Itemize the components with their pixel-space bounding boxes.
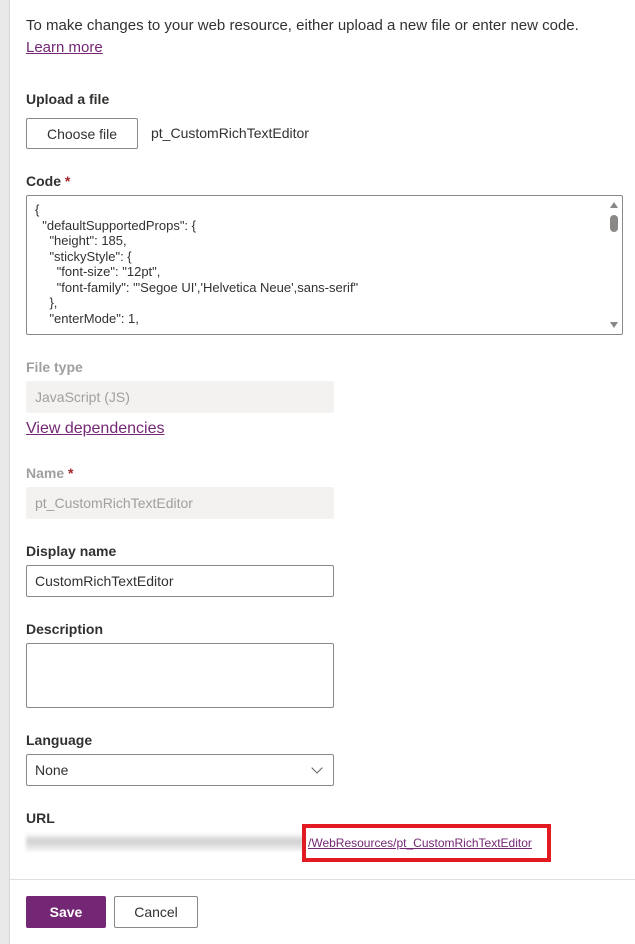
- description-input[interactable]: [26, 643, 334, 708]
- required-marker: *: [64, 173, 71, 189]
- required-marker: *: [68, 465, 74, 481]
- display-name-input[interactable]: CustomRichTextEditor: [26, 565, 334, 597]
- chevron-down-icon: [311, 762, 322, 773]
- code-label-text: Code: [26, 173, 61, 189]
- code-text: { "defaultSupportedProps": { "height": 185, "stickyStyle": { "font-size": "12pt", "font-family": "'Segoe UI','Helvetica Neue',sans-serif" }, "enterMode": 1,: [35, 202, 359, 326]
- code-label: [26, 173, 70, 189]
- view-dependencies-link[interactable]: View dependencies: [26, 420, 165, 437]
- language-label: Language: [26, 732, 93, 748]
- learn-more-link[interactable]: Learn more: [26, 39, 103, 56]
- language-select[interactable]: [26, 754, 334, 786]
- choose-file-button[interactable]: Choose file: [26, 118, 138, 149]
- scroll-up-icon[interactable]: [610, 202, 618, 208]
- url-link[interactable]: /WebResources/pt_CustomRichTextEditor: [308, 836, 532, 850]
- display-name-label: Display name: [26, 543, 117, 559]
- code-editor[interactable]: [26, 195, 623, 335]
- save-button[interactable]: Save: [26, 896, 106, 928]
- url-label: URL: [26, 810, 55, 826]
- upload-filename: pt_CustomRichTextEditor: [151, 125, 309, 141]
- file-type-label: File type: [26, 359, 83, 375]
- footer-divider: [10, 879, 635, 880]
- redacted-url-host: [26, 833, 304, 851]
- scroll-thumb[interactable]: [610, 215, 618, 232]
- language-value: None: [35, 762, 69, 778]
- code-scrollbar[interactable]: [608, 198, 620, 332]
- intro-text: [26, 15, 626, 59]
- file-type-field: JavaScript (JS): [26, 381, 334, 413]
- name-label-text: Name: [26, 465, 65, 481]
- upload-label: Upload a file: [26, 91, 110, 107]
- name-label: [26, 465, 73, 481]
- scroll-down-icon[interactable]: [610, 322, 618, 328]
- cancel-button[interactable]: Cancel: [114, 896, 198, 928]
- description-label: Description: [26, 621, 104, 637]
- highlight-box: [302, 824, 551, 862]
- intro-message: To make changes to your web resource, either upload a new file or enter new code.: [26, 17, 579, 34]
- background-panel-edge: [0, 0, 10, 944]
- name-field: pt_CustomRichTextEditor: [26, 487, 334, 519]
